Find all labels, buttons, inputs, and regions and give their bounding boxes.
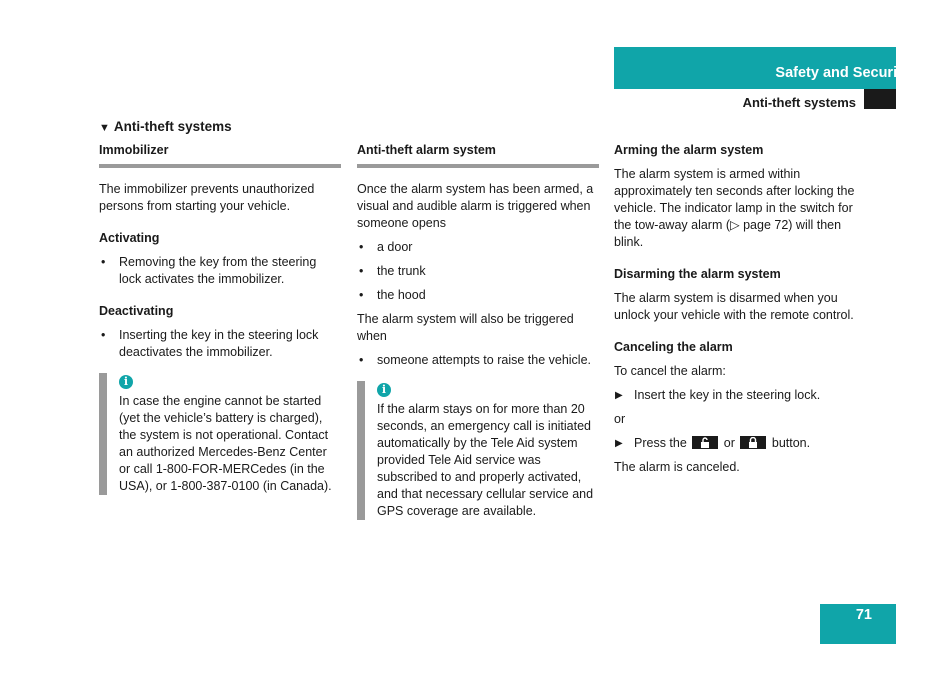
list-item: • the trunk — [359, 264, 426, 278]
note-bar — [357, 381, 365, 520]
heading-rule — [99, 164, 341, 168]
list-item: • Removing the key from the steering lock activates the immobilizer. — [101, 255, 317, 286]
info-note — [99, 373, 341, 495]
info-icon: i — [377, 383, 391, 397]
canceling-heading: Canceling the alarm — [614, 340, 733, 354]
immobilizer-column — [99, 142, 341, 495]
info-icon: i — [119, 375, 133, 389]
list-item: • the hood — [359, 288, 426, 302]
step-arrow-icon: ▶ — [615, 438, 623, 449]
subchapter-marker — [864, 89, 896, 109]
note-text: In case the engine cannot be started (yet the vehicle’s battery is charged), the system is not operational. Contact an authorized Mercedes-Benz Center or call 1-800-FOR-MERCedes (in the USA), or 1-800-387-0100 (in Canada). — [119, 394, 332, 493]
arming-heading: Arming the alarm system — [614, 143, 764, 157]
step-arrow-icon: ▶ — [615, 390, 623, 401]
section-heading — [99, 118, 232, 137]
result-text: The alarm is canceled. — [614, 460, 740, 474]
chapter-title: Safety and Security — [775, 65, 910, 81]
list-item: • a door — [359, 240, 413, 254]
note-text: If the alarm stays on for more than 20 seconds, an emergency call is initiated automatically by the Tele Aid system provided Tele Aid service was subscribed to and properly activated, and that necessary cellular service and GPS coverage are available. — [377, 402, 594, 518]
alarm-system-column — [357, 142, 599, 520]
immobilizer-intro: The immobilizer prevents unauthorized persons from starting your vehicle. — [99, 182, 315, 213]
lock-button-icon — [740, 436, 766, 449]
list-item: • someone attempts to raise the vehicle. — [359, 353, 592, 367]
canceling-intro: To cancel the alarm: — [614, 364, 726, 378]
note-bar — [99, 373, 107, 495]
triangle-down-icon: ▼ — [99, 122, 110, 134]
alarm-system-heading: Anti-theft alarm system — [357, 143, 496, 157]
unlock-button-icon — [692, 436, 718, 449]
list-item: • Inserting the key in the steering lock deactivates the immobilizer. — [101, 328, 319, 359]
heading-rule — [357, 164, 599, 168]
or-text: or — [614, 412, 626, 426]
immobilizer-heading: Immobilizer — [99, 143, 169, 157]
disarming-text: The alarm system is disarmed when you unlock your vehicle with the remote control. — [614, 291, 854, 322]
subchapter-title: Anti-theft systems — [742, 95, 856, 110]
disarming-heading: Disarming the alarm system — [614, 267, 781, 281]
deactivating-heading: Deactivating — [99, 304, 174, 318]
alarm-also-text: The alarm system will also be triggered when — [357, 312, 574, 343]
section-heading-text: Anti-theft systems — [113, 119, 232, 134]
info-note — [357, 381, 599, 520]
activating-heading: Activating — [99, 231, 160, 245]
alarm-operation-column — [614, 142, 862, 476]
alarm-intro: Once the alarm system has been armed, a visual and audible alarm is triggered when someone opens — [357, 182, 594, 230]
instruction-step: ▶ Insert the key in the steering lock. — [615, 388, 821, 402]
arming-text: The alarm system is armed within approximately ten seconds after locking the vehicle. The indicator lamp in the switch for the tow-away alarm (▷ page 72) will then blink. — [614, 167, 855, 249]
instruction-step: ▶ Press the or button. — [615, 436, 811, 450]
page-number: 71 — [855, 607, 872, 623]
